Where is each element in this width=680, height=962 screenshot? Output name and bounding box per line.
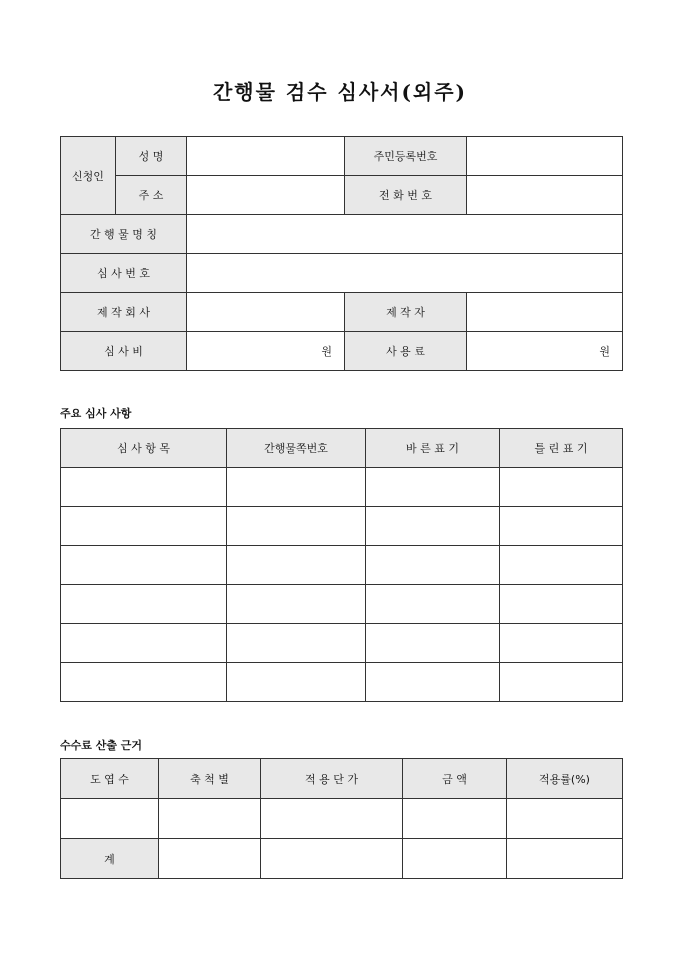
review-cell[interactable]: [366, 663, 500, 702]
fee-cell[interactable]: [159, 799, 261, 839]
review-cell[interactable]: [227, 663, 366, 702]
review-row: [61, 468, 623, 507]
fee-cell[interactable]: [261, 799, 403, 839]
review-rows: [61, 468, 623, 702]
usage-fee-field[interactable]: [467, 332, 623, 371]
fee-section-heading: 수수료 산출 근거: [60, 739, 143, 752]
review-section-heading: 주요 심사 사항: [60, 407, 132, 420]
review-col-wrong: 틀 린 표 기: [500, 429, 623, 468]
applicant-group-label: 신청인: [61, 137, 116, 215]
name-label: 성 명: [116, 137, 187, 176]
document-title: 간행물 검수 심사서(외주): [212, 80, 468, 104]
review-col-correct: 바 른 표 기: [366, 429, 500, 468]
fee-col-unit-price: 적 용 단 가: [261, 759, 403, 799]
review-cell[interactable]: [61, 546, 227, 585]
review-col-page-no: 간행물쪽번호: [227, 429, 366, 468]
review-cell[interactable]: [366, 546, 500, 585]
fee-table: [60, 758, 623, 879]
fee-col-sheets: 도 엽 수: [61, 759, 159, 799]
review-cell[interactable]: [366, 507, 500, 546]
review-row: [61, 546, 623, 585]
review-fee-field[interactable]: [187, 332, 345, 371]
phone-label: 전 화 번 호: [345, 176, 467, 215]
review-cell[interactable]: [500, 585, 623, 624]
review-cell[interactable]: [227, 468, 366, 507]
fee-cell[interactable]: [159, 839, 261, 879]
publication-name-label: 간 행 물 명 칭: [61, 215, 187, 254]
fee-total-row: [61, 839, 623, 879]
review-cell[interactable]: [61, 585, 227, 624]
production-company-field[interactable]: [187, 293, 345, 332]
review-cell[interactable]: [366, 468, 500, 507]
fee-cell[interactable]: [403, 799, 507, 839]
producer-label: 제 작 자: [345, 293, 467, 332]
publication-name-field[interactable]: [187, 215, 623, 254]
review-cell[interactable]: [500, 624, 623, 663]
fee-col-amount: 금 액: [403, 759, 507, 799]
review-cell[interactable]: [227, 585, 366, 624]
review-cell[interactable]: [227, 507, 366, 546]
fee-cell[interactable]: [507, 799, 623, 839]
review-cell[interactable]: [61, 468, 227, 507]
usage-fee-unit: 원: [599, 345, 610, 358]
review-cell[interactable]: [61, 663, 227, 702]
production-company-label: 제 작 회 사: [61, 293, 187, 332]
fee-total-label: 계: [61, 839, 159, 879]
review-cell[interactable]: [500, 546, 623, 585]
fee-row: [61, 799, 623, 839]
fee-col-scale: 축 척 별: [159, 759, 261, 799]
fee-cell[interactable]: [507, 839, 623, 879]
review-fee-label: 심 사 비: [61, 332, 187, 371]
review-cell[interactable]: [61, 624, 227, 663]
review-col-item: 심 사 항 목: [61, 429, 227, 468]
review-row: [61, 585, 623, 624]
review-no-field[interactable]: [187, 254, 623, 293]
review-cell[interactable]: [500, 468, 623, 507]
review-cell[interactable]: [366, 624, 500, 663]
fee-col-rate: 적용률(%): [507, 759, 623, 799]
review-no-label: 심 사 번 호: [61, 254, 187, 293]
review-cell[interactable]: [61, 507, 227, 546]
name-field[interactable]: [187, 137, 345, 176]
review-items-table: [60, 428, 623, 702]
review-fee-unit: 원: [321, 345, 332, 358]
resident-no-field[interactable]: [467, 137, 623, 176]
address-field[interactable]: [187, 176, 345, 215]
review-row: [61, 663, 623, 702]
review-cell[interactable]: [227, 624, 366, 663]
address-label: 주 소: [116, 176, 187, 215]
fee-cell[interactable]: [403, 839, 507, 879]
review-cell[interactable]: [500, 663, 623, 702]
applicant-table: [60, 136, 623, 371]
review-row: [61, 624, 623, 663]
usage-fee-label: 사 용 료: [345, 332, 467, 371]
resident-no-label: 주민등록번호: [345, 137, 467, 176]
review-cell[interactable]: [366, 585, 500, 624]
review-cell[interactable]: [500, 507, 623, 546]
fee-cell[interactable]: [261, 839, 403, 879]
fee-cell[interactable]: [61, 799, 159, 839]
review-cell[interactable]: [227, 546, 366, 585]
phone-field[interactable]: [467, 176, 623, 215]
review-row: [61, 507, 623, 546]
producer-field[interactable]: [467, 293, 623, 332]
